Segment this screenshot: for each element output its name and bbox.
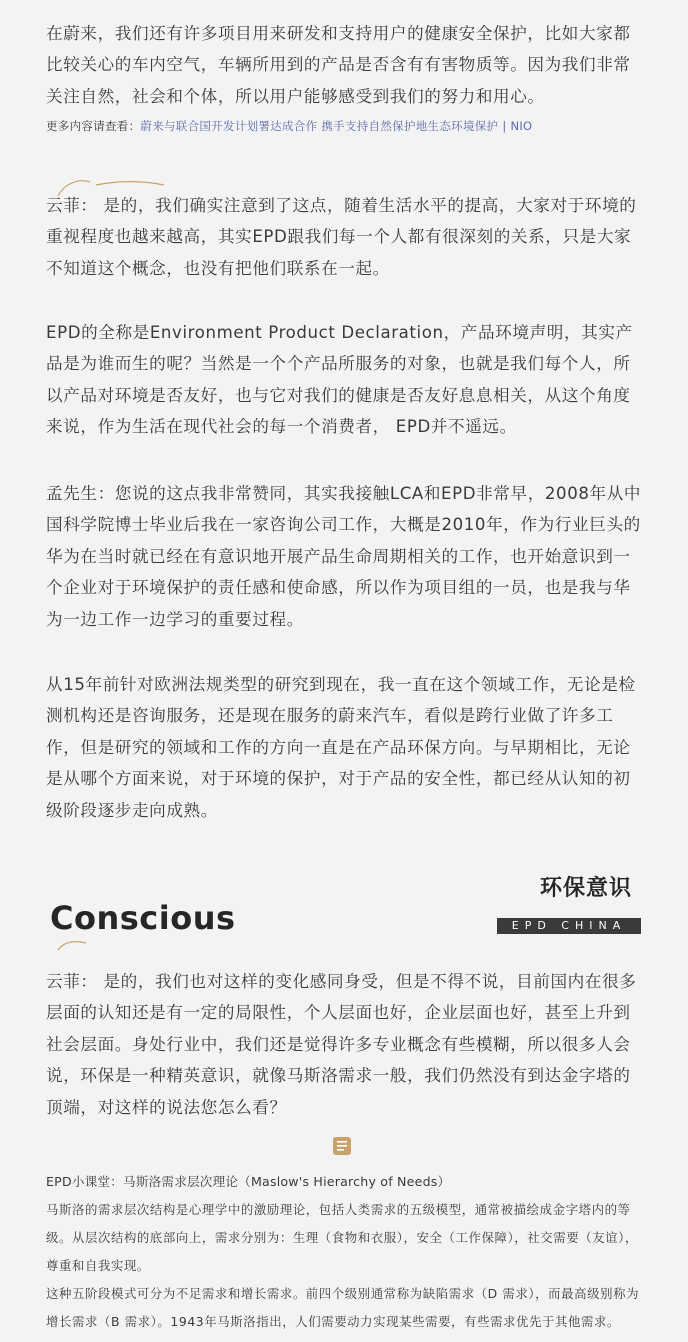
- decorative-small-curve-icon: [56, 938, 96, 952]
- scroll-icon: [330, 1134, 354, 1158]
- epd-china-tag: EPD CHINA: [497, 918, 641, 934]
- paragraph-yunfei-reply-2: 云菲： 是的，我们也对这样的变化感同身受，但是不得不说，目前国内在很多层面的认知还是有一定的局限性，个人层面也好，企业层面也好，甚至上升到社会层面。身处行业中，我们还是觉得许多专业概念有些模糊，所以很多人会说，环保是一种精英意识，就像马斯洛需求一般，我们仍然没有到达金字塔的顶端，对这样的说法您怎么看？: [46, 972, 637, 1117]
- section-title-cn: 环保意识: [539, 876, 632, 901]
- section-title-en: Conscious: [50, 899, 236, 937]
- paragraph-meng-reply: 孟先生：您说的这点我非常赞同，其实我接触LCA和EPD非常早，2008年从中国科学院博士毕业后我在一家咨询公司工作，大概是2010年，作为行业巨头的华为在当时就已经在有意识地开展产品生命周期相关的工作，也开始意识到一个企业对于环境保护的责任感和使命感，所以作为项目组的一员，也是我与华为一边工作一边学习的重要过程。: [46, 484, 642, 629]
- more-content-line: [46, 116, 644, 136]
- more-content-link[interactable]: 蔚来与联合国开发计划署达成合作 携手支持自然保护地生态环境保护 | NIO: [140, 119, 533, 133]
- classroom-paragraph-1: 马斯洛的需求层次结构是心理学中的激励理论，包括人类需求的五级模型，通常被描绘成金字塔内的等级。从层次结构的底部向上，需求分别为：生理（食物和衣服），安全（工作保障），社交需要（友谊），尊重和自我实现。: [46, 1202, 638, 1273]
- classroom-title: EPD小课堂：马斯洛需求层次理论（Maslow's Hierarchy of Needs）: [46, 1174, 451, 1189]
- paragraph-yunfei-reply-1: 云菲： 是的，我们确实注意到了这点，随着生活水平的提高，大家对于环境的重视程度也越来越高，其实EPD跟我们每一个人都有很深刻的关系，只是大家不知道这个概念，也没有把他们联系在一起。: [46, 196, 637, 278]
- more-content-label: 更多内容请查看：: [46, 119, 141, 133]
- classroom-paragraph-2: 这种五阶段模式可分为不足需求和增长需求。前四个级别通常称为缺陷需求（D 需求），而最高级别称为增长需求（B 需求）。1943年马斯洛指出，人们需要动力实现某些需要，有些需求优先于其他需求。: [46, 1286, 640, 1329]
- paragraph-nio-health: 在蔚来，我们还有许多项目用来研发和支持用户的健康安全保护，比如大家都比较关心的车内空气，车辆所用到的产品是否含有有害物质等。因为我们非常关注自然，社会和个体，所以用户能够感受到我们的努力和用心。: [46, 24, 631, 106]
- paragraph-career: 从15年前针对欧洲法规类型的研究到现在，我一直在这个领域工作，无论是检测机构还是咨询服务，还是现在服务的蔚来汽车，看似是跨行业做了许多工作，但是研究的领域和工作的方向一直是在产品环保方向。与早期相比，无论是从哪个方面来说，对于环境的保护，对于产品的安全性，都已经从认知的初级阶段逐步走向成熟。: [46, 675, 636, 820]
- paragraph-epd-definition: EPD的全称是Environment Product Declaration，产品环境声明，其实产品是为谁而生的呢？当然是一个个产品所服务的对象，也就是我们每个人，所以产品对环境是否友好，也与它对我们的健康是否友好息息相关，从这个角度来说，作为生活在现代社会的每一个消费者， EPD并不遥远。: [46, 323, 633, 437]
